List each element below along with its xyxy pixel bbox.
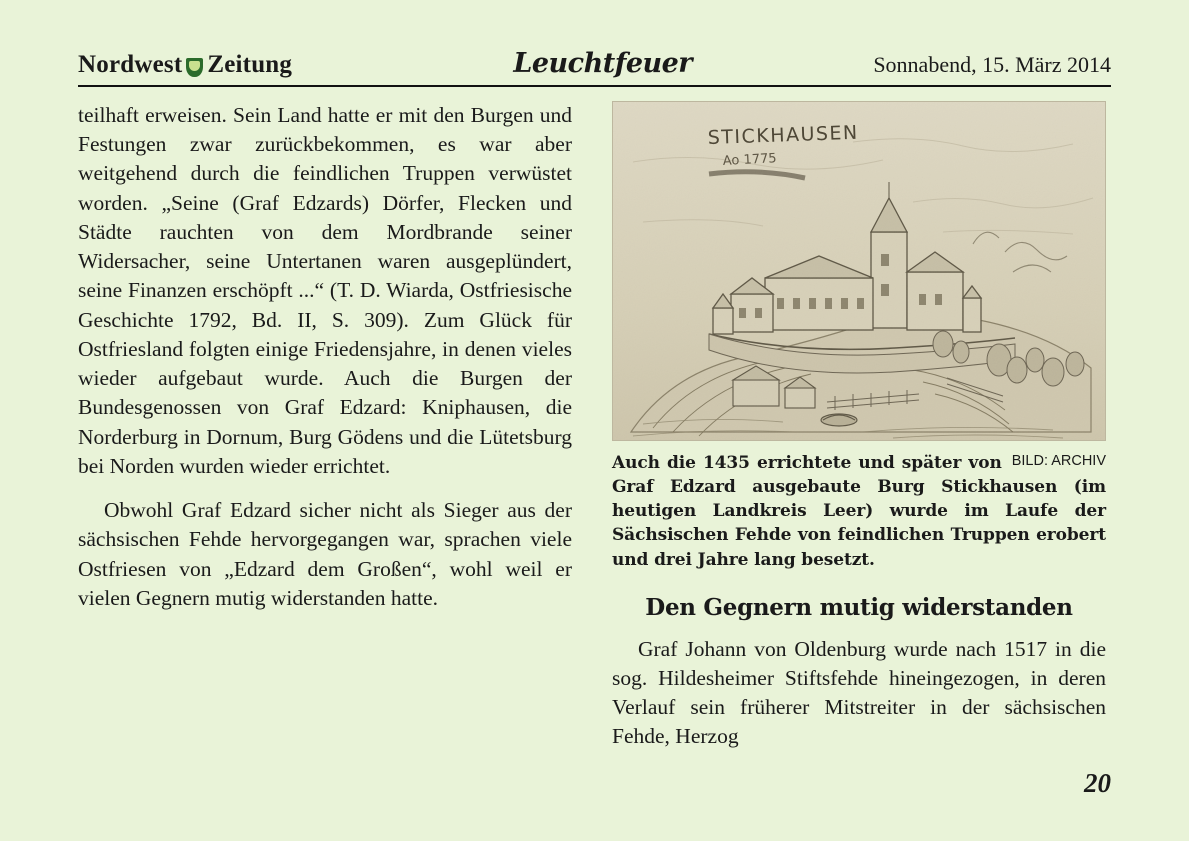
- right-paragraph-1: Graf Johann von Oldenburg wurde nach 1517 in die sog. Hildesheimer Stiftsfehde hineingezogen, in deren Verlauf sein früherer Mitstreiter in der sächsischen Fehde, Herzog: [612, 636, 1106, 749]
- publication-logo: [78, 51, 292, 79]
- brand-name-part1: Nordwest: [78, 51, 183, 78]
- coat-of-arms-icon: [186, 58, 203, 77]
- left-column: [78, 101, 572, 801]
- masthead: [78, 48, 1111, 85]
- engraving-illustration: [613, 102, 1106, 441]
- article-subheading: Den Gegnern mutig widerstanden: [645, 593, 1073, 621]
- photo-credit: BILD: ARCHIV: [1011, 453, 1106, 469]
- burg-stickhausen-engraving: [612, 101, 1106, 441]
- svg-text:STICKHAUSEN: STICKHAUSEN: [707, 121, 860, 149]
- svg-text:Ao 1775: Ao 1775: [722, 151, 777, 169]
- article-columns: [78, 101, 1111, 801]
- left-paragraph-2: Obwohl Graf Edzard sicher nicht als Sieger aus der sächsischen Fehde hervorgegangen war, sprachen viele Ostfriesen von „Edzard dem Großen“, wohl weil er vielen Gegnern mutig widerstanden hatte.: [78, 498, 572, 610]
- right-column: [612, 101, 1106, 801]
- photo-caption: [612, 451, 1106, 572]
- left-paragraph-1: teilhaft erweisen. Sein Land hatte er mit den Burgen und Festungen zwar zurückbekommen, es war aber weitgehend durch die feindlichen Truppen verwüstet worden. „Seine (Graf Edzards) Dörfer, Flecken und Städte rauchten von dem Mordbrande seiner Widersacher, seine Untertanen waren ausgeplündert, seine Finanzen erschöpft ...“ (T. D. Wiarda, Ostfriesische Geschichte 1792, Bd. II, S. 309). Zum Glück für Ostfriesland folgten einige Friedensjahre, in denen vieles wieder aufgebaut wurde. Auch die Burgen der Bundesgenossen von Graf Edzard: Kniphausen, die Norderburg in Dornum, Burg Gödens und die Lütetsburg bei Norden wurden wieder errichtet.: [78, 103, 572, 478]
- dateline: Sonnabend, 15. März 2014: [873, 52, 1111, 77]
- header-divider: [78, 85, 1111, 87]
- page-number: 20: [1084, 768, 1111, 798]
- section-title: Leuchtfeuer: [513, 48, 693, 79]
- brand-name-part2: Zeitung: [207, 51, 293, 78]
- photo-caption-text: Auch die 1435 errichtete und später von Graf Edzard ausgebaute Burg Stickhausen (im heutigen Landkreis Leer) wurde im Laufe der Sächsischen Fehde von feindlichen Truppen erobert und drei Jahre lang besetzt.: [612, 453, 1106, 570]
